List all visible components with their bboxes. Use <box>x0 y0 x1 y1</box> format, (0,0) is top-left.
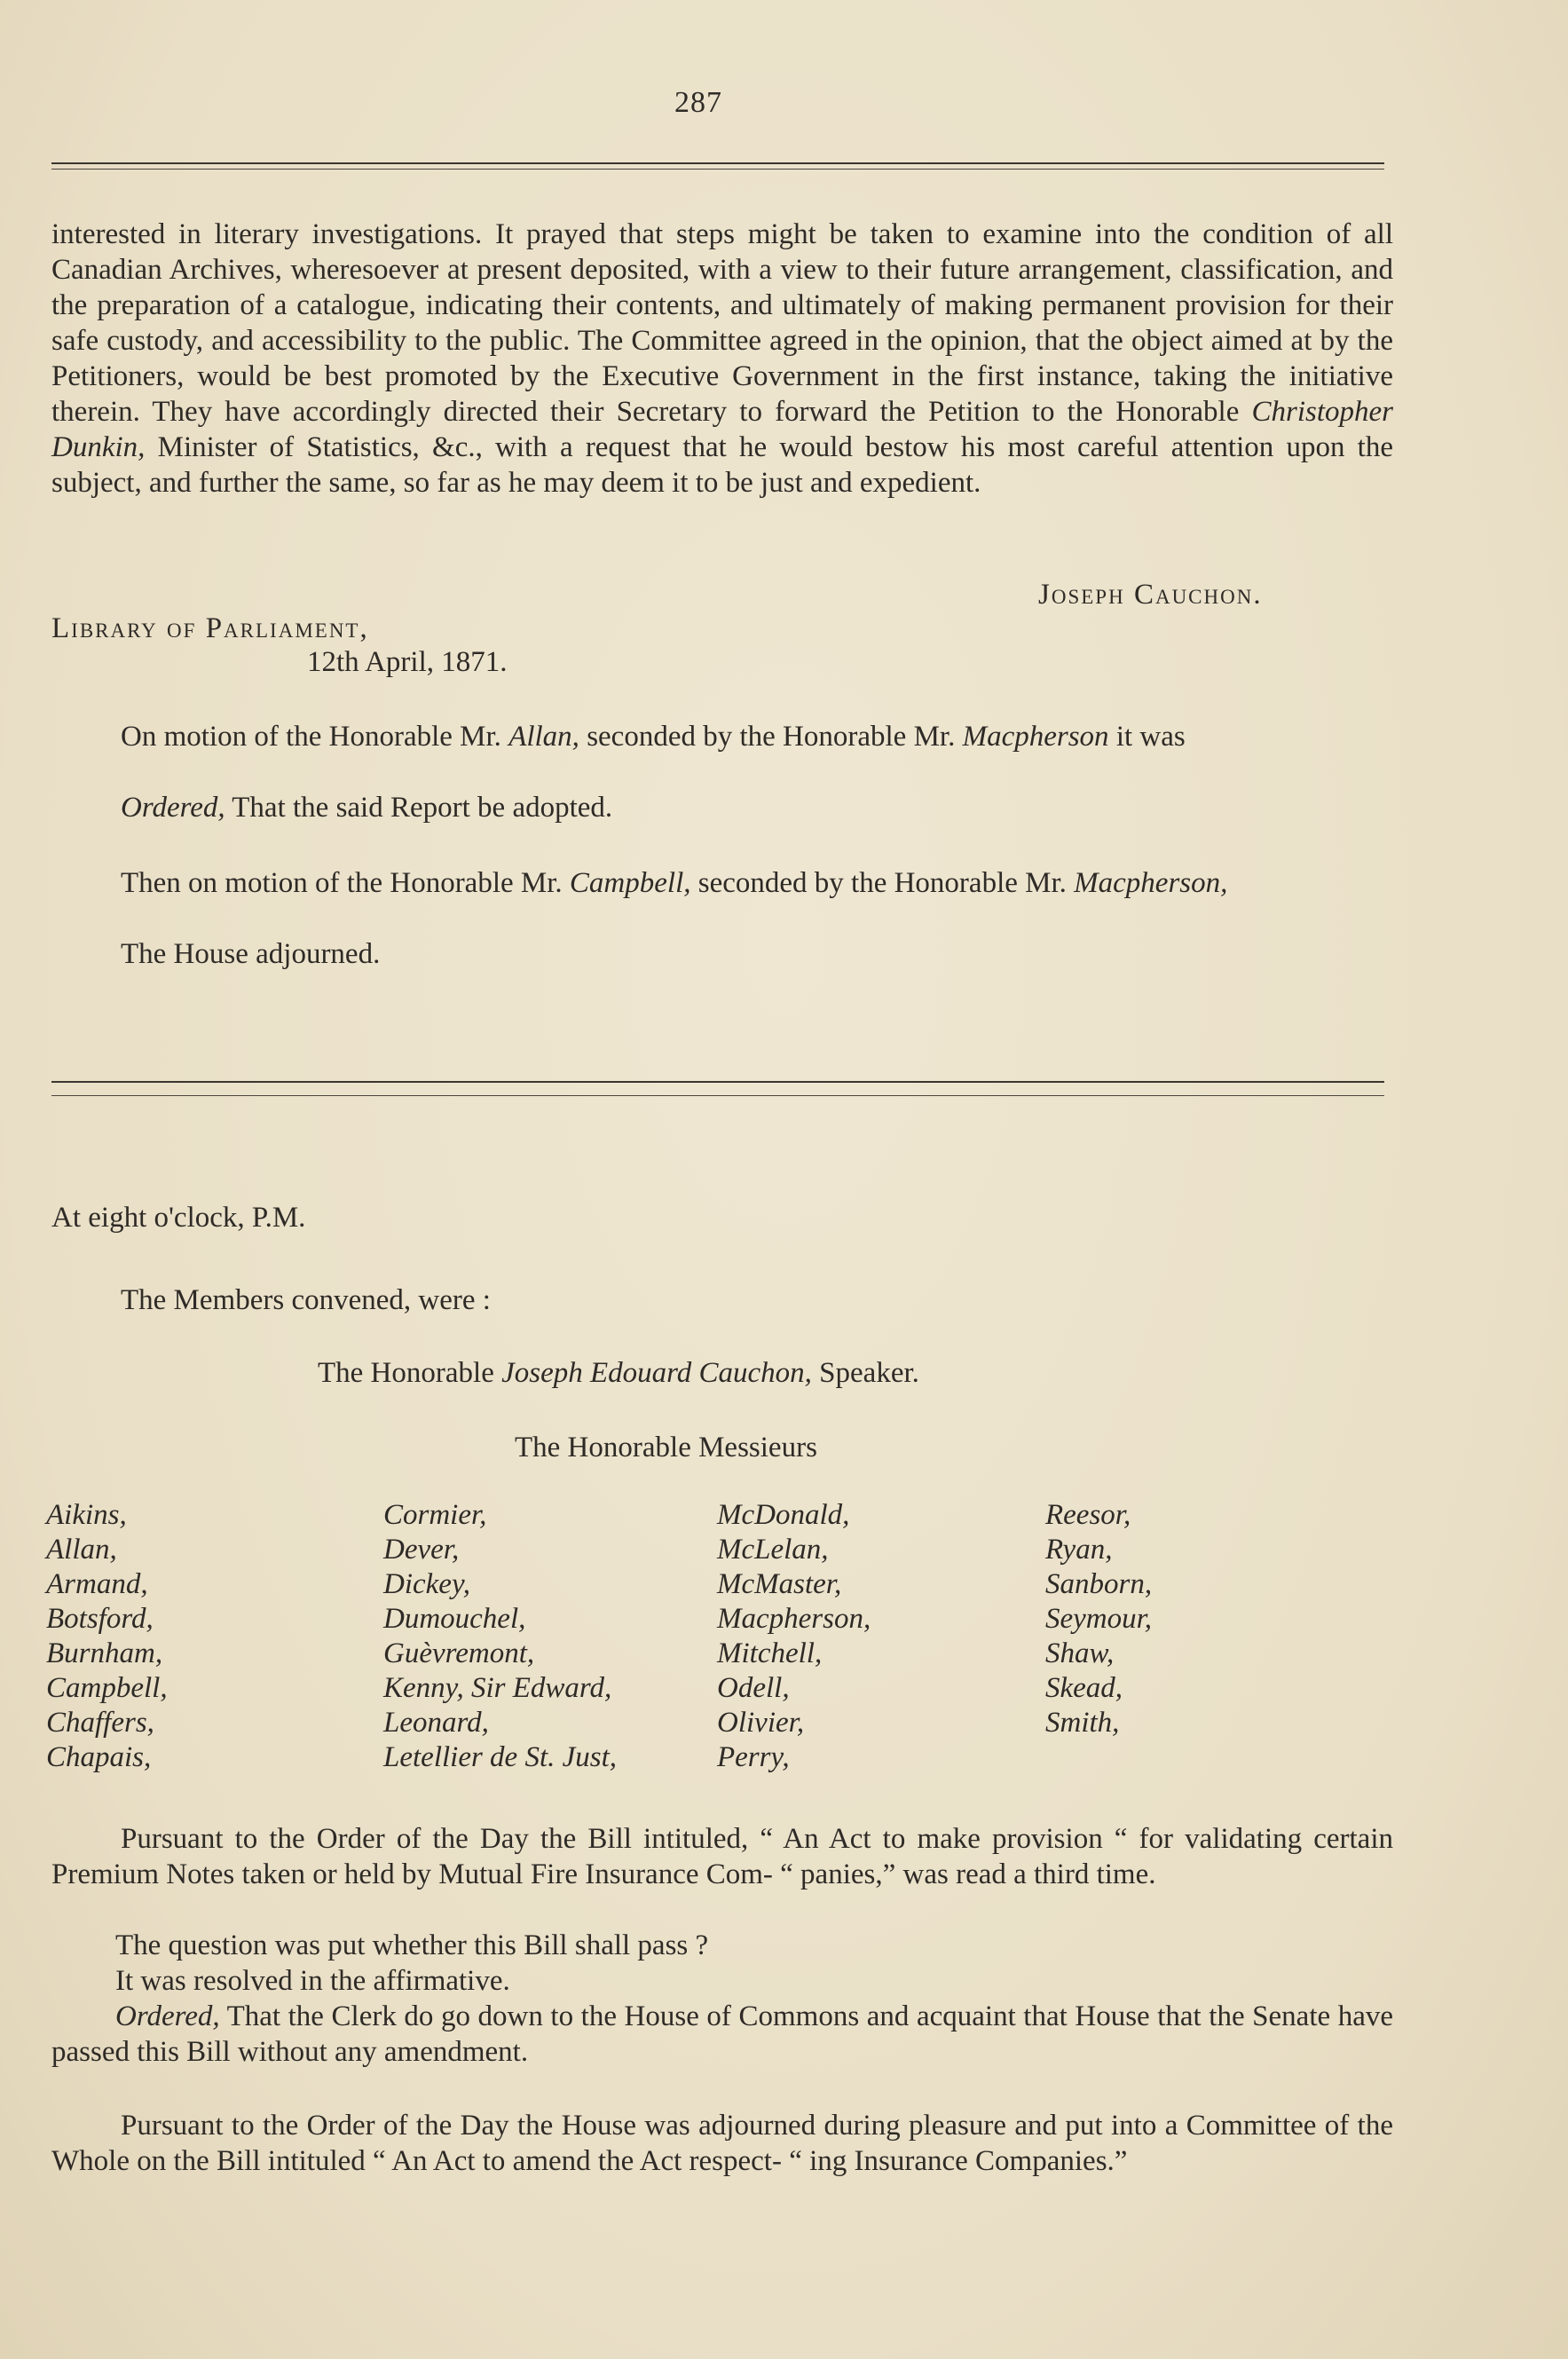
speaker-name: Joseph Edouard Cauchon, <box>501 1357 812 1389</box>
member-name: Reesor, <box>1045 1499 1131 1531</box>
member-name: McLelan, <box>717 1534 829 1566</box>
motion2-pre: Then on motion of the Honorable Mr. <box>121 867 570 899</box>
member-name: Ryan, <box>1045 1534 1113 1566</box>
member-name: Olivier, <box>717 1707 805 1739</box>
speaker-pre: The Honorable <box>318 1357 502 1389</box>
motion1-mover: Allan, <box>508 721 579 753</box>
member-name: Shaw, <box>1045 1637 1115 1669</box>
signature: Joseph Cauchon. <box>1038 579 1263 611</box>
member-name: Dickey, <box>383 1568 471 1600</box>
page-number: 287 <box>674 86 722 119</box>
section-rule-bottom <box>51 1095 1384 1096</box>
speaker-post: Speaker. <box>811 1357 919 1389</box>
member-name: Dever, <box>383 1534 460 1566</box>
member-name: Kenny, Sir Edward, <box>383 1672 612 1704</box>
member-name: Seymour, <box>1045 1603 1153 1635</box>
speaker-line <box>318 1355 919 1391</box>
intro-person-name: Christopher Dunkin, <box>51 396 1393 463</box>
motion1-mid: seconded by the Honorable Mr. <box>579 721 963 753</box>
member-name: Chapais, <box>46 1741 152 1773</box>
member-name: Letellier de St. Just, <box>383 1741 618 1773</box>
member-name: Mitchell, <box>717 1637 823 1669</box>
member-name: Burnham, <box>46 1637 163 1669</box>
member-name: McDonald, <box>717 1499 850 1531</box>
messieurs-heading: The Honorable Messieurs <box>515 1432 817 1464</box>
header-rule-top <box>51 162 1384 164</box>
member-name: Smith, <box>1045 1707 1120 1739</box>
final-text: Pursuant to the Order of the Day the House was adjourned during pleasure and put into a Committee of the Whole on the Bill intituled “ An Act to amend the Act respect- “ ing Insurance Companies.” <box>51 2110 1393 2177</box>
member-name: Leonard, <box>383 1707 489 1739</box>
motion1-seconder: Macpherson <box>962 721 1109 753</box>
intro-text: interested in literary investigations. It prayed that steps might be taken to examine into the condition of all Canadian Archives, wheresoever at present deposited, with a view to their future arrangement, classification, and the preparation of a catalogue, indicating their contents, and ultimately of making permanent provision for their safe custody, and accessibility to the public. The Committee agreed in the opinion, that the object aimed at by the Petitioners, would be best promoted by the Executive Government in the first instance, taking the initiative therein. They have accordingly directed their Secretary to forward the Petition to the Honorable <box>51 218 1393 428</box>
resolved-line: It was resolved in the affirmative. <box>115 1965 510 1997</box>
ordered2-label: Ordered, <box>115 2000 220 2032</box>
motion1-pre: On motion of the Honorable Mr. <box>121 721 509 753</box>
section-rule-top <box>51 1081 1384 1083</box>
member-name: Cormier, <box>383 1499 487 1531</box>
member-name: Allan, <box>46 1534 117 1566</box>
member-name: Armand, <box>46 1568 148 1600</box>
member-name: Sanborn, <box>1045 1568 1153 1600</box>
final-paragraph <box>51 2108 1393 2179</box>
members-column-2 <box>383 1498 617 1775</box>
ordered-report <box>121 790 612 825</box>
bill-text: Pursuant to the Order of the Day the Bill intituled, “ An Act to make provision “ for validating certain Premium Notes taken or held by Mutual Fire Insurance Com- “ panies,” was read a third time. <box>51 1823 1393 1890</box>
members-column-3 <box>717 1498 871 1775</box>
member-name: Aikins, <box>46 1499 127 1531</box>
motion2-mid: seconded by the Honorable Mr. <box>690 867 1075 899</box>
ordered-label: Ordered, <box>121 792 225 824</box>
member-name: McMaster, <box>717 1568 842 1600</box>
ordered-clerk <box>51 1999 1393 2070</box>
motion1-post: it was <box>1108 721 1186 753</box>
member-name: Dumouchel, <box>383 1603 526 1635</box>
bill-paragraph <box>51 1821 1393 1892</box>
time-heading: At eight o'clock, P.M. <box>51 1202 306 1234</box>
member-name: Guèvremont, <box>383 1637 535 1669</box>
ordered2-text: That the Clerk do go down to the House of Commons and acquaint that House that the Senate have passed this Bill without any amendment. <box>51 2000 1393 2068</box>
house-adjourned: The House adjourned. <box>121 938 381 970</box>
motion2-mover: Campbell, <box>569 867 691 899</box>
motion-allan <box>51 719 1393 754</box>
motion2-seconder: Macpherson, <box>1074 867 1228 899</box>
intro-paragraph <box>51 217 1393 501</box>
members-intro: The Members convened, were : <box>121 1284 491 1316</box>
member-name: Skead, <box>1045 1672 1123 1704</box>
member-name: Macpherson, <box>717 1603 871 1635</box>
member-name: Campbell, <box>46 1672 168 1704</box>
member-name: Botsford, <box>46 1603 154 1635</box>
question-line: The question was put whether this Bill shall pass ? <box>115 1929 709 1961</box>
ordered-text: That the said Report be adopted. <box>225 792 613 824</box>
member-name: Perry, <box>717 1741 790 1773</box>
library-heading: Library of Parliament, <box>51 612 369 644</box>
header-rule-bottom <box>51 169 1384 170</box>
members-column-4 <box>1045 1498 1152 1740</box>
member-name: Odell, <box>717 1672 790 1704</box>
member-name: Chaffers, <box>46 1707 154 1739</box>
members-column-1 <box>46 1498 168 1775</box>
intro-tail-text: Minister of Statistics, &c., with a request that he would bestow his most careful attention upon the subject, and further the same, so far as he may deem it to be just and expedient. <box>51 431 1393 499</box>
motion-campbell <box>51 865 1393 901</box>
report-date: 12th April, 1871. <box>307 646 508 678</box>
